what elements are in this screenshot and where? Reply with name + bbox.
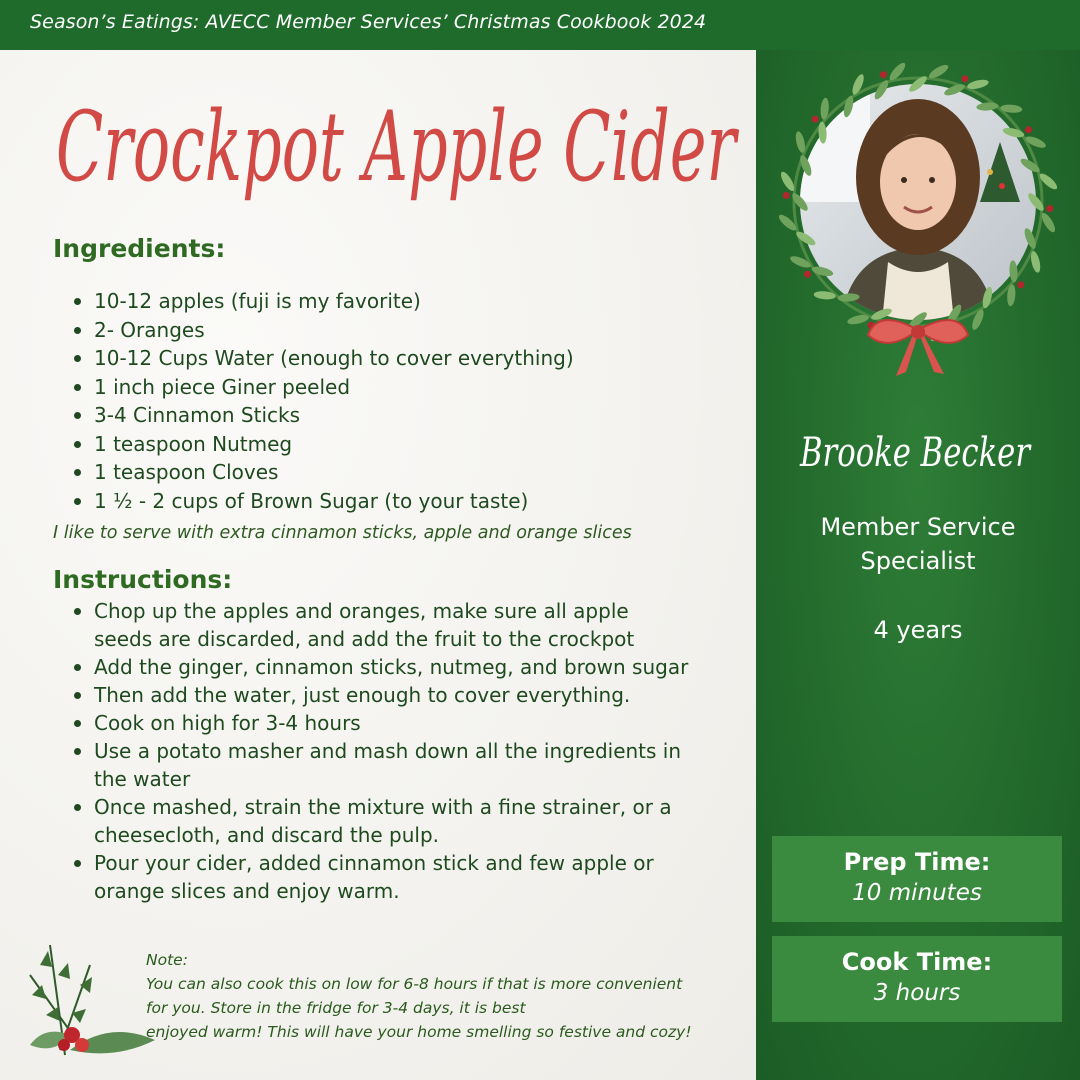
instruction-item-text: Chop up the apples and oranges, make sure all apple seeds are discarded, and add the fruit to the crockpot [94,599,635,651]
wreath-berry [1017,281,1024,288]
instruction-item-text: Cook on high for 3-4 hours [94,711,361,735]
bullet-icon [74,664,81,671]
note-label: Note: [146,951,188,969]
wreath-berry [783,192,790,199]
bullet-icon [74,384,81,391]
header-bar [0,0,1080,50]
instruction-item [72,793,692,849]
wreath-berry [804,271,811,278]
bullet-icon [74,441,81,448]
bullet-icon [74,748,81,755]
instruction-item [72,597,692,653]
author-role [756,510,1080,578]
ingredient-item [72,458,574,487]
serving-note: I like to serve with extra cinnamon sticks, apple and orange slices [53,523,632,543]
author-role-line-2: Specialist [860,547,976,575]
ingredient-item-text: 2- Oranges [94,317,205,342]
ingredient-item [72,487,574,516]
bullet-icon [74,720,81,727]
wreath-berry [812,116,819,123]
ingredient-item-text: 1 inch piece Giner peeled [94,374,351,399]
author-name: Brooke Becker [799,430,1033,476]
bullet-icon [74,355,81,362]
ingredient-item-text: 1 ½ - 2 cups of Brown Sugar (to your taste) [94,488,529,513]
recipe-note [146,948,752,1044]
bullet-icon [74,412,81,419]
holly-sprig-icon [10,935,160,1075]
author-tenure: 4 years [873,616,963,644]
ingredient-item-text: 3-4 Cinnamon Sticks [94,403,300,427]
author-photo-wreath [770,62,1066,382]
wreath-berry [1046,205,1053,212]
wreath-berry [1025,126,1032,133]
bow-icon [868,320,968,376]
ingredient-item [72,316,574,345]
ingredient-item [72,287,574,316]
wreath-leaf [927,63,950,81]
instruction-item [72,737,692,793]
note-line-3: enjoyed warm! This will have your home smelling so festive and cozy! [146,1023,692,1041]
bullet-icon [74,469,81,476]
recipe-title [52,62,742,237]
wreath-berry [962,75,969,82]
instruction-item [72,681,692,709]
prep-time-value: 10 minutes [852,880,982,906]
author-role-line-1: Member Service [820,513,1016,541]
recipe-title-text: Crockpot Apple Cider [56,91,740,203]
bullet-icon [74,608,81,615]
prep-time-label: Prep Time: [843,848,991,876]
instruction-item-text: Then add the water, just enough to cover everything. [94,683,631,707]
instruction-item-text: Pour your cider, added cinnamon stick and few apple or orange slices and enjoy warm. [94,851,654,903]
instruction-item-text: Add the ginger, cinnamon sticks, nutmeg, and brown sugar [94,655,689,679]
cook-time-box [772,936,1062,1022]
instruction-item [72,653,692,681]
prep-time-box [772,836,1062,922]
bullet-icon [74,298,81,305]
bullet-icon [74,860,81,867]
ingredients-list [72,287,574,515]
bullet-icon [74,692,81,699]
note-line-2: for you. Store in the fridge for 3-4 days, it is best [146,999,526,1017]
ingredient-item [72,401,574,430]
instruction-item-text: Use a potato masher and mash down all the ingredients in the water [94,739,682,791]
bullet-icon [74,498,81,505]
instructions-list [72,597,692,905]
instructions-heading: Instructions: [53,565,233,594]
cook-time-value: 3 hours [873,980,961,1006]
note-line-1: You can also cook this on low for 6-8 hours if that is more convenient [146,975,683,993]
ingredient-item-text: 10-12 apples (fuji is my favorite) [94,289,421,313]
ingredient-item [72,344,574,373]
wreath-berry [880,71,887,78]
ingredient-item-text: 1 teaspoon Nutmeg [94,431,293,456]
bullet-icon [74,804,81,811]
recipe-title-script [52,62,742,237]
wreath-leaf [779,170,797,193]
instruction-item [72,709,692,737]
bullet-icon [74,327,81,334]
instruction-item-text: Once mashed, strain the mixture with a fine strainer, or a cheesecloth, and discard the pulp. [94,795,672,847]
ingredient-item [72,373,574,402]
ingredient-item-text: 10-12 Cups Water (enough to cover everything) [94,346,574,370]
ingredients-heading: Ingredients: [53,234,226,263]
cook-time-label: Cook Time: [841,948,993,976]
wreath-leaf [1039,211,1057,234]
cookbook-title: Season’s Eatings: AVECC Member Services’ Christmas Cookbook 2024 [30,11,707,33]
instruction-item [72,849,692,905]
author-signature [780,404,1050,514]
ingredient-item [72,430,574,459]
ingredient-item-text: 1 teaspoon Cloves [94,460,279,484]
